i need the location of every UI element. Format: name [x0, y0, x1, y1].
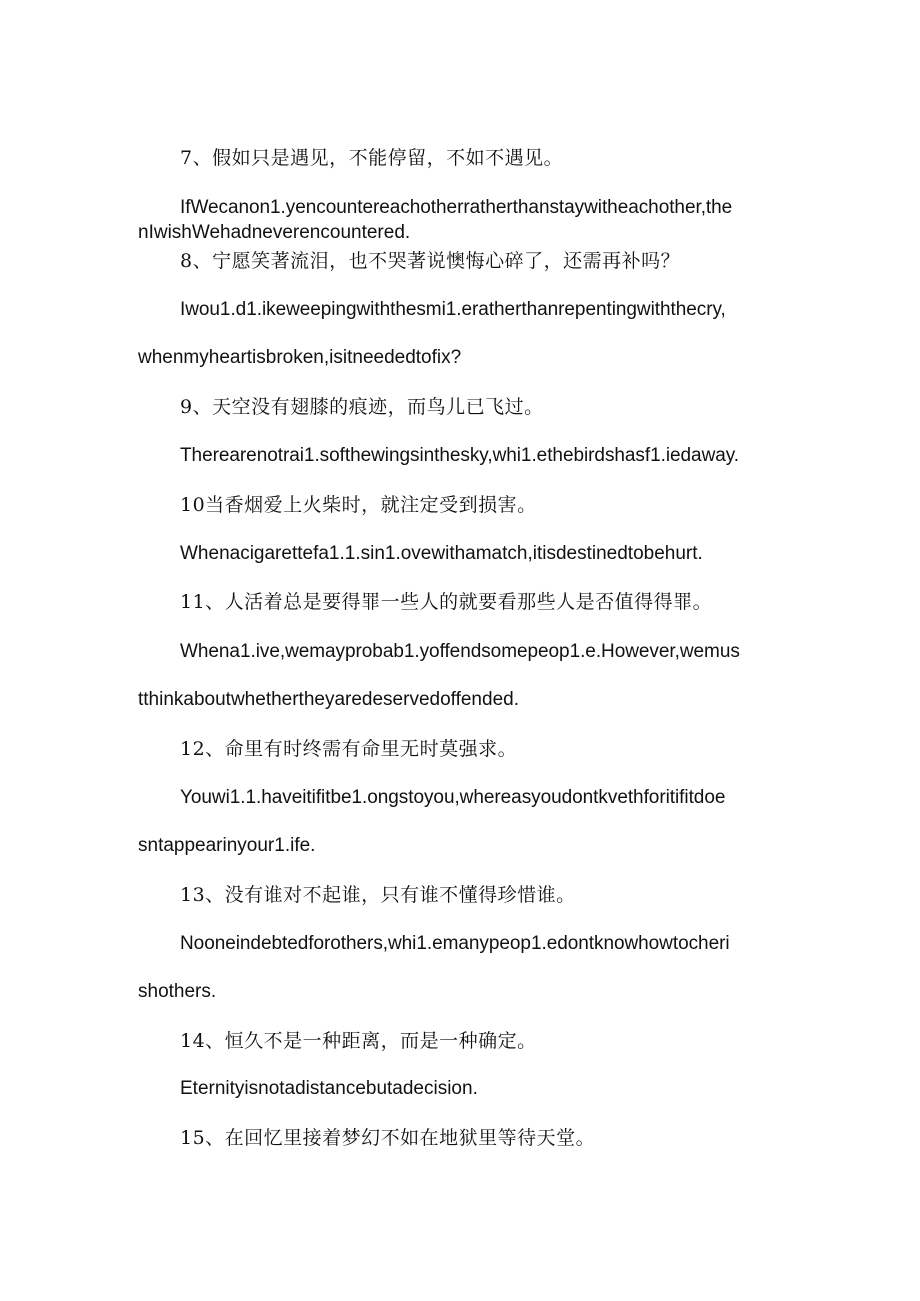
quote-9-english: Therearenotrai1.softhewingsinthesky,whi1.ethebirdshasf1.iedaway.: [180, 445, 740, 466]
quote-11-chinese: 11、人活着总是要得罪一些人的就要看那些人是否值得得罪。: [180, 591, 713, 613]
quote-15-chinese: 15、在回忆里接着梦幻不如在地狱里等待天堂。: [180, 1127, 596, 1149]
quote-10-chinese: 10当香烟爱上火柴时，就注定受到损害。: [180, 494, 537, 516]
quote-11-english-line-1: Whena1.ive,wemayprobab1.yoffendsomepeop1.e.However,wemus: [180, 641, 740, 662]
quote-12-english-line-2: sntappearinyour1.ife.: [138, 835, 316, 856]
quote-13-chinese: 13、没有谁对不起谁，只有谁不懂得珍惜谁。: [180, 884, 576, 906]
quote-8-english-line-1: Iwou1.d1.ikeweepingwiththesmi1.eratherthanrepentingwiththecry,: [180, 299, 726, 320]
quote-10-english: Whenacigarettefa1.1.sin1.ovewithamatch,itisdestinedtobehurt.: [180, 543, 703, 564]
quote-7-chinese: 7、假如只是遇见，不能停留，不如不遇见。: [180, 147, 564, 169]
quote-12-english-line-1: Youwi1.1.haveitifitbe1.ongstoyou,whereasyoudontkvethforitifitdoe: [180, 787, 726, 808]
quote-7-english-line-2: nIwishWehadneverencountered.: [138, 222, 411, 243]
quote-13-english-line-1: Nooneindebtedforothers,whi1.emanypeop1.edontknowhowtocheri: [180, 933, 730, 954]
quote-13-english-line-2: shothers.: [138, 981, 217, 1002]
quote-7-english-line-1: IfWecanon1.yencountereachotherratherthanstaywitheachother,the: [180, 197, 733, 218]
quote-8-english-line-2: whenmyheartisbroken,isitneededtofix?: [138, 347, 462, 368]
quote-14-english: Eternityisnotadistancebutadecision.: [180, 1078, 478, 1099]
quote-8-chinese: 8、宁愿笑著流泪，也不哭著说懊悔心碎了，还需再补吗？: [180, 250, 681, 272]
quote-11-english-line-2: tthinkaboutwhethertheyaredeservedoffended.: [138, 689, 519, 710]
quote-14-chinese: 14、恒久不是一种距离，而是一种确定。: [180, 1030, 537, 1052]
quote-9-chinese: 9、天空没有翅膝的痕迹，而鸟儿已飞过。: [180, 396, 544, 418]
quote-12-chinese: 12、命里有时终需有命里无时莫强求。: [180, 738, 518, 760]
